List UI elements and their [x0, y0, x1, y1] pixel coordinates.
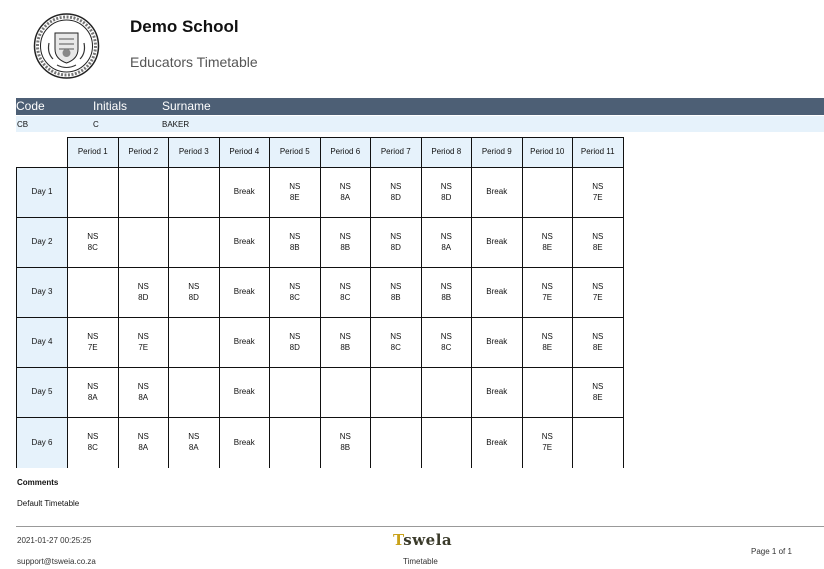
timetable-cell — [169, 368, 220, 418]
timetable-cell: Break — [472, 218, 523, 268]
timetable-cell: NS 8A — [118, 368, 169, 418]
timetable-cell: NS 8B — [270, 218, 321, 268]
day-label: Day 2 — [17, 218, 68, 268]
timetable-cell: NS 8A — [68, 368, 119, 418]
timetable-cell: NS 8C — [270, 268, 321, 318]
timetable-cell — [421, 418, 472, 468]
column-header-initials: Initials — [93, 99, 128, 113]
timetable-cell: Break — [472, 418, 523, 468]
educator-header-bar — [16, 98, 824, 115]
educator-info-row — [16, 116, 824, 132]
timetable-cell: NS 7E — [573, 268, 624, 318]
tswela-logo-rest: swela — [403, 531, 453, 549]
timetable-cell: NS 8C — [421, 318, 472, 368]
print-timestamp: 2021-01-27 00:25:25 — [17, 536, 92, 545]
timetable-cell — [573, 418, 624, 468]
timetable-cell — [169, 218, 220, 268]
day-row — [17, 368, 624, 418]
timetable-cell: NS 8D — [421, 168, 472, 218]
period-header: Period 8 — [421, 138, 472, 168]
timetable-cell — [270, 368, 321, 418]
timetable-cell — [118, 168, 169, 218]
timetable-cell: NS 8E — [573, 218, 624, 268]
report-title: Educators Timetable — [130, 54, 258, 70]
period-header: Period 2 — [118, 138, 169, 168]
timetable-cell: NS 7E — [522, 268, 573, 318]
timetable-cell: NS 8D — [371, 168, 422, 218]
timetable-cell — [68, 168, 119, 218]
period-header: Period 1 — [68, 138, 119, 168]
timetable-cell: NS 8E — [522, 318, 573, 368]
day-row — [17, 418, 624, 468]
timetable-corner — [17, 138, 68, 168]
day-row — [17, 218, 624, 268]
support-email: support@tsweia.co.za — [17, 557, 96, 566]
timetable-cell — [169, 168, 220, 218]
timetable-cell: NS 8A — [421, 218, 472, 268]
timetable-cell — [320, 368, 371, 418]
timetable-cell: NS 8A — [169, 418, 220, 468]
timetable-cell: Break — [219, 368, 270, 418]
timetable-cell — [371, 418, 422, 468]
period-header: Period 9 — [472, 138, 523, 168]
timetable-cell: Break — [472, 268, 523, 318]
timetable-cell: Break — [472, 318, 523, 368]
period-header: Period 10 — [522, 138, 573, 168]
comments-text: Default Timetable — [17, 499, 80, 508]
footer-divider — [16, 526, 824, 527]
period-header: Period 5 — [270, 138, 321, 168]
tswela-logo-initial: T — [393, 531, 404, 549]
timetable-cell: Break — [472, 368, 523, 418]
page-number: Page 1 of 1 — [751, 547, 792, 556]
timetable-cell: NS 8E — [270, 168, 321, 218]
timetable-cell: Break — [219, 418, 270, 468]
timetable-cell — [421, 368, 472, 418]
day-label: Day 5 — [17, 368, 68, 418]
timetable-cell: NS 8E — [573, 368, 624, 418]
timetable-cell: NS 8D — [371, 218, 422, 268]
day-label: Day 3 — [17, 268, 68, 318]
timetable-cell — [522, 168, 573, 218]
day-label: Day 6 — [17, 418, 68, 468]
timetable-cell: NS 7E — [573, 168, 624, 218]
period-header: Period 11 — [573, 138, 624, 168]
period-header: Period 4 — [219, 138, 270, 168]
timetable-grid — [16, 137, 624, 468]
timetable-cell: Break — [219, 318, 270, 368]
timetable-cell — [68, 268, 119, 318]
timetable-cell — [522, 368, 573, 418]
timetable-cell: NS 7E — [522, 418, 573, 468]
column-header-code: Code — [16, 99, 45, 113]
comments-label: Comments — [17, 478, 59, 487]
timetable-cell: NS 8A — [118, 418, 169, 468]
timetable-cell: Break — [472, 168, 523, 218]
footer-report-label: Timetable — [403, 557, 438, 566]
column-header-surname: Surname — [162, 99, 211, 113]
day-row — [17, 268, 624, 318]
timetable-cell: NS 8D — [270, 318, 321, 368]
timetable-cell: NS 7E — [118, 318, 169, 368]
timetable-cell: NS 8C — [68, 218, 119, 268]
timetable-cell: NS 8A — [320, 168, 371, 218]
educator-initials: C — [93, 120, 99, 129]
timetable-cell: NS 8C — [320, 268, 371, 318]
educator-surname: BAKER — [162, 120, 190, 129]
day-label: Day 4 — [17, 318, 68, 368]
timetable-cell: NS 8B — [320, 218, 371, 268]
school-crest-icon — [33, 13, 100, 79]
period-header: Period 3 — [169, 138, 220, 168]
day-row — [17, 318, 624, 368]
timetable-cell — [118, 218, 169, 268]
period-header: Period 6 — [320, 138, 371, 168]
timetable-cell: NS 8D — [169, 268, 220, 318]
day-row — [17, 168, 624, 218]
timetable-cell — [169, 318, 220, 368]
timetable-cell: NS 8C — [371, 318, 422, 368]
school-name: Demo School — [130, 17, 239, 36]
timetable-cell: NS 8B — [320, 318, 371, 368]
timetable-cell: Break — [219, 268, 270, 318]
day-label: Day 1 — [17, 168, 68, 218]
period-header: Period 7 — [371, 138, 422, 168]
timetable-cell: NS 8B — [371, 268, 422, 318]
educator-code: CB — [17, 120, 29, 129]
tswela-logo — [393, 531, 452, 549]
timetable-cell: Break — [219, 218, 270, 268]
timetable-cell — [270, 418, 321, 468]
timetable-cell: NS 8E — [573, 318, 624, 368]
timetable-cell: NS 8B — [421, 268, 472, 318]
timetable-cell: NS 8C — [68, 418, 119, 468]
timetable-cell: NS 7E — [68, 318, 119, 368]
timetable-cell — [371, 368, 422, 418]
timetable-cell: NS 8E — [522, 218, 573, 268]
timetable-cell: NS 8B — [320, 418, 371, 468]
timetable-cell: NS 8D — [118, 268, 169, 318]
timetable-cell: Break — [219, 168, 270, 218]
